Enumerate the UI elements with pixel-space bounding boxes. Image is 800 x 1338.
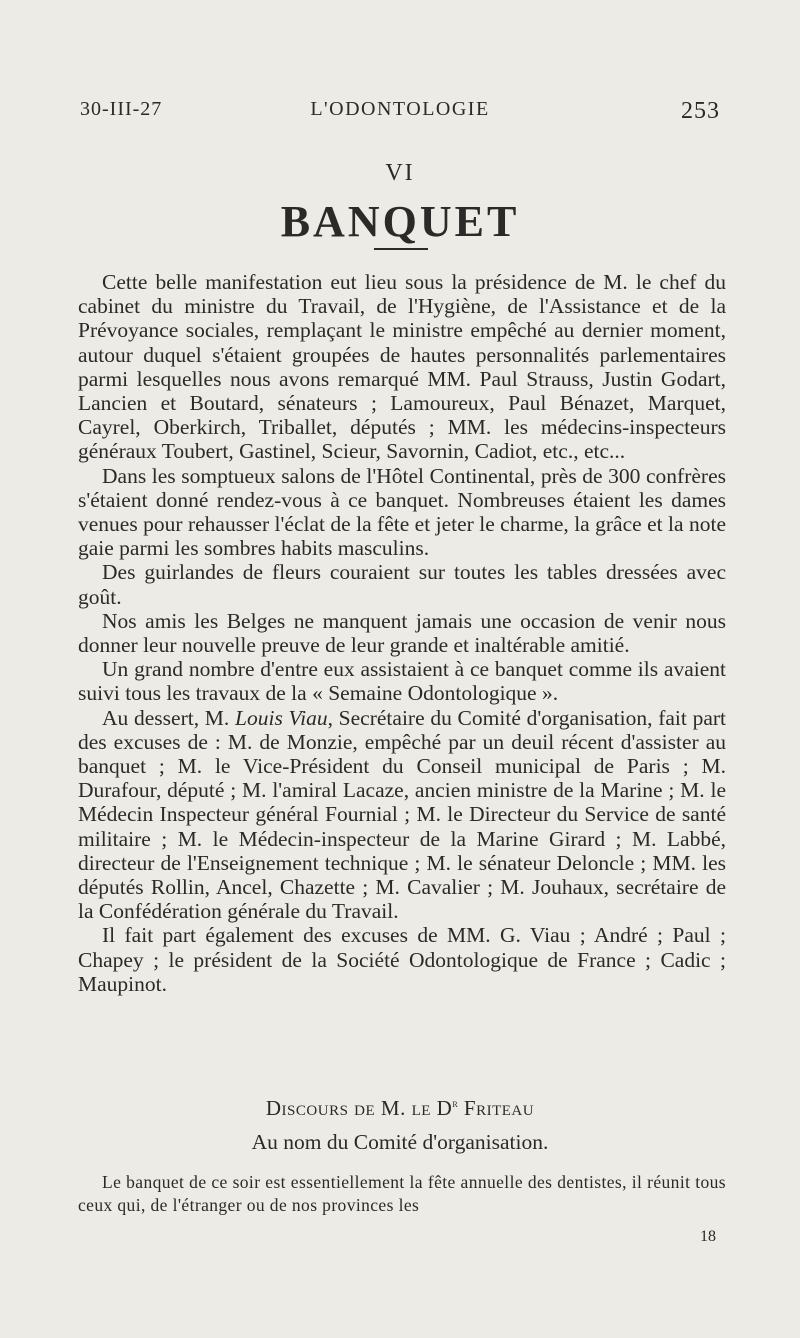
subheading: Au nom du Comité d'organisation. bbox=[251, 1130, 549, 1154]
article-body bbox=[78, 270, 726, 996]
discours-sup: r bbox=[452, 1096, 459, 1110]
signature-number: 18 bbox=[700, 1228, 716, 1245]
paragraph-dessert bbox=[78, 706, 726, 924]
paragraph: Dans les somptueux salons de l'Hôtel Continental, près de 300 confrères s'étaient donné rendez-vous à ce banquet. Nombreuses étaient les dames venues pour rehausser l'éclat de la fête et jeter le charme, la grâce et la note gaie parmi les sombres habits masculins. bbox=[78, 463, 726, 561]
paragraph: Un grand nombre d'entre eux assistaient à ce banquet comme ils avaient suivi tous les travaux de la « Semaine Odontologique ». bbox=[78, 657, 726, 706]
dessert-text-before: Au dessert, M. bbox=[102, 705, 236, 730]
paragraph: Cette belle manifestation eut lieu sous la présidence de M. le chef du cabinet du ministre du Travail, de l'Hygiène, de l'Assistance et de la Prévoyance sociales, remplaçant le ministre empêché au dernier moment, autour duquel s'étaient groupées de hautes personnalités parlementaires parmi lesquelles nous avons remarqué MM. Paul Strauss, Justin Godart, Lancien et Boutard, sénateurs ; Lamoureux, Paul Bénazet, Marquet, Cayrel, Oberkirch, Triballet, députés ; MM. les médecins-inspecteurs généraux Toubert, Gastinel, Scieur, Savornin, Cadiot, etc., etc... bbox=[78, 270, 726, 464]
title-rule bbox=[374, 248, 428, 250]
paragraph: Il fait part également des excuses de MM. G. Viau ; André ; Paul ; Chapey ; le président de la Société Odontologique de France ; Cadic ; Maupinot. bbox=[78, 923, 726, 996]
running-header bbox=[80, 98, 720, 128]
header-journal-title: L'ODONTOLOGIE bbox=[310, 98, 490, 120]
paragraph: Nos amis les Belges ne manquent jamais une occasion de venir nous donner leur nouvelle preuve de leur grande et inaltérable amitié. bbox=[78, 608, 726, 658]
speech-text bbox=[78, 1171, 726, 1217]
discours-prefix: Discours de M. le D bbox=[265, 1096, 453, 1120]
discours-heading bbox=[0, 1096, 800, 1121]
header-page-number: 253 bbox=[681, 98, 720, 124]
section-number: VI bbox=[385, 160, 415, 186]
paragraph: Des guirlandes de fleurs couraient sur toutes les tables dressées avec goût. bbox=[78, 560, 726, 609]
dessert-text-after: , Secrétaire du Comité d'organisation, fait part des excuses de : M. de Monzie, empêché par un deuil récent d'assister au banquet ; M. le Vice-Président du Conseil municipal de Paris ; M. Durafour, député ; M. l'amiral Lacaze, ancien ministre de la Marine ; M. le Médecin Inspecteur général Fournial ; M. le Directeur du Service de santé militaire ; M. le Médecin-inspecteur de la Marine Girard ; M. Labbé, directeur de l'Enseignement technique ; M. le sénateur Deloncle ; MM. les députés Rollin, Ancel, Chazette ; M. Cavalier ; M. Jouhaux, secrétaire de la Confédération générale du Travail. bbox=[78, 705, 727, 924]
speech-paragraph: Le banquet de ce soir est essentiellement la fête annuelle des dentistes, il réunit tous ceux qui, de l'étranger ou de nos provinces les bbox=[78, 1172, 726, 1215]
header-date: 30-III-27 bbox=[80, 98, 163, 120]
discours-suffix: Friteau bbox=[458, 1096, 535, 1120]
dessert-name: Louis Viau bbox=[235, 705, 328, 730]
section-title: BANQUET bbox=[280, 197, 520, 246]
